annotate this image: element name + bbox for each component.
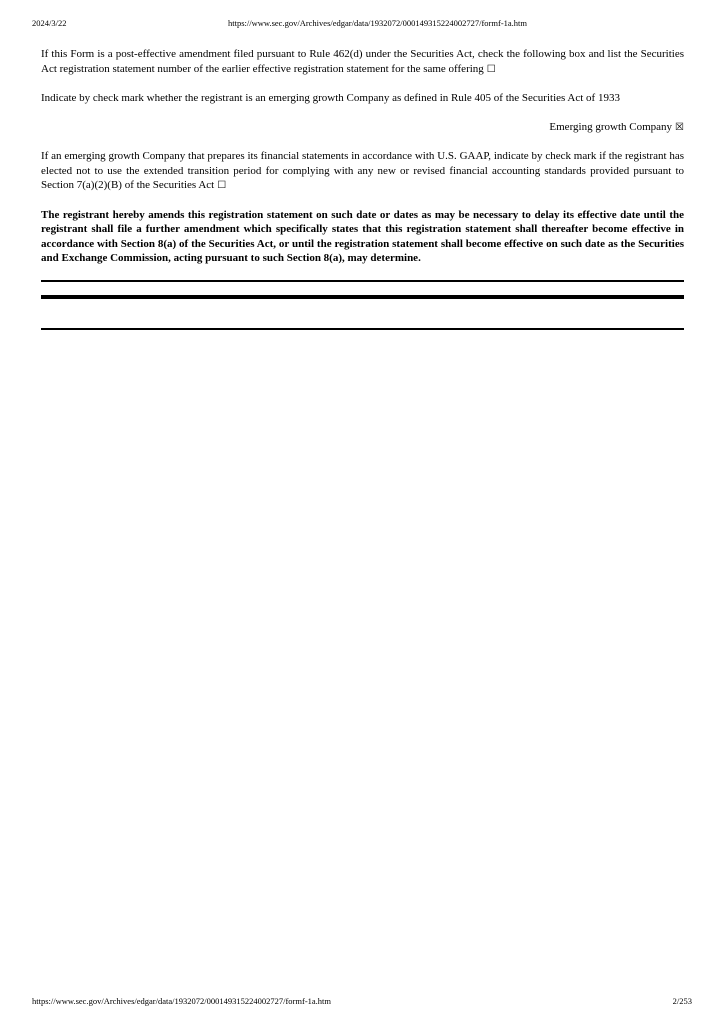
post-effective-checkbox: ☐ — [486, 63, 496, 75]
egc-question-paragraph: Indicate by check mark whether the registrant is an emerging growth Company as defined in Rule 405 of the Securities Act of 1933 — [41, 92, 620, 104]
egc-label: Emerging growth Company — [549, 120, 673, 133]
divider-thin-bottom — [41, 328, 684, 330]
document-body — [41, 47, 684, 266]
print-url: https://www.sec.gov/Archives/edgar/data/1932072/000149315224002727/formf-1a.htm — [228, 18, 528, 28]
egc-line — [41, 120, 684, 136]
gaap-checkbox: ☐ — [217, 180, 227, 191]
print-header — [32, 17, 692, 29]
print-date: 2024/3/22 — [32, 18, 67, 28]
gaap-text: If an emerging growth Company that prepares its financial statements in accordance with U.S. GAAP, indicate by check mark if the registrant has elected not to use the extended transition period for complying with any new or revised financial accounting standards provided pursuant to Section 7(a)(2)(B) of the Securities Act — [41, 150, 684, 191]
page-number: 2/253 — [672, 996, 692, 1006]
egc-checkbox: ☒ — [675, 121, 684, 133]
amendment-paragraph: The registrant hereby amends this registration statement on such date or dates as may be necessary to delay its effective date until the registrant shall file a further amendment which specifically states that this registration statement shall thereafter become effective in accordance with Section 8(a) of the Securities Act, or until the registration statement shall become effective on such date as the Securities and Exchange Commission, acting pursuant to such Section 8(a), may determine. — [41, 208, 684, 264]
divider-thick — [41, 295, 684, 299]
gaap-paragraph — [41, 149, 684, 194]
post-effective-text: If this Form is a post-effective amendment filed pursuant to Rule 462(d) under the Securities Act, check the following box and list the Securities Act registration statement number of the earlier effective registration statement for the same offering — [41, 48, 684, 75]
post-effective-paragraph — [41, 47, 684, 77]
print-footer — [32, 995, 692, 1007]
divider-thin-top — [41, 280, 684, 282]
footer-url: https://www.sec.gov/Archives/edgar/data/1932072/000149315224002727/formf-1a.htm — [32, 996, 332, 1006]
